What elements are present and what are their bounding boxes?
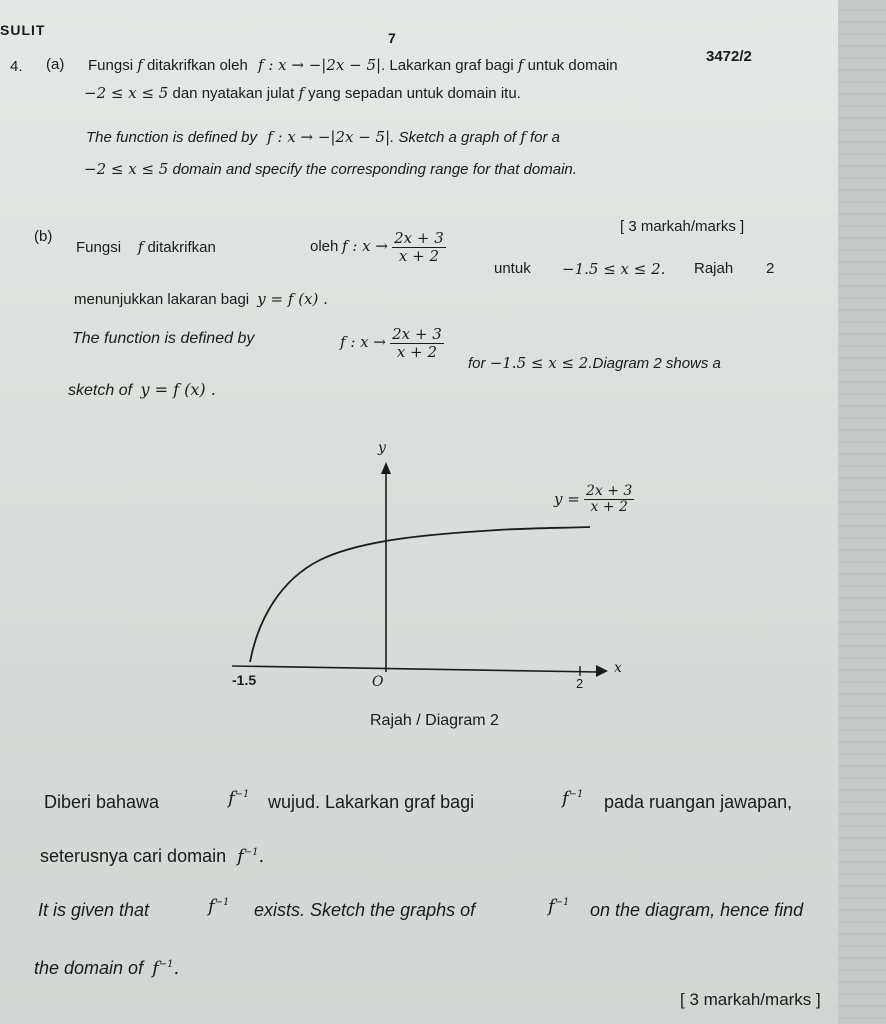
finv-2: $f^{-1}$ <box>562 788 584 809</box>
part-b-english-function: f : x → $\frac{2x + 3}{x + 2}$ <box>340 325 442 361</box>
part-b-english-line1: The function is defined by <box>72 330 255 347</box>
page-number: 7 <box>388 30 396 46</box>
question-number: 4. <box>10 58 23 75</box>
part-a-malay-line1: Fungsi f ditakrifkan oleh f : x → −|2x − 5|. Lakarkan graf bagi f untuk domain <box>88 56 618 74</box>
given-malay-b: wujud. Lakarkan graf bagi <box>268 792 475 812</box>
part-b-malay-line1: Fungsi f ditakrifkan <box>76 238 216 256</box>
curve-f <box>250 527 590 662</box>
sulit-label: SULIT <box>0 22 46 38</box>
given-english-b: exists. Sketch the graphs of <box>254 900 476 920</box>
curve-label: y = $\frac{2x + 3}{x + 2}$ <box>554 483 633 516</box>
part-b-rajah: Rajah <box>694 260 734 277</box>
given-malay-a: Diberi bahawa <box>44 792 160 812</box>
origin-label: O <box>372 674 384 690</box>
paper-code: 3472/2 <box>706 48 752 65</box>
tick-label-2: 2 <box>576 676 584 691</box>
part-b-domain: −1.5 ≤ x ≤ 2. <box>562 260 666 278</box>
finv-4: $f^{-1}$ <box>548 896 570 917</box>
finv-1: $f^{-1}$ <box>228 788 250 809</box>
part-b-label: (b) <box>34 228 53 245</box>
x-axis-label: x <box>614 660 622 676</box>
part-a-marks: [ 3 markah/marks ] <box>620 218 745 235</box>
tick-label-neg1-5: -1.5 <box>232 672 257 688</box>
given-english-c: on the diagram, hence find <box>590 900 804 920</box>
given-malay-c: pada ruangan jawapan, <box>604 792 793 812</box>
part-b-malay-line2: menunjukkan lakaran bagi y = f (x) . <box>74 290 328 308</box>
part-b-function: f : x → $\frac{2x + 3}{x + 2}$ <box>342 229 444 265</box>
x-axis-arrowhead <box>596 665 608 677</box>
part-a-english-line2: −2 ≤ x ≤ 5 domain and specify the corresponding range for that domain. <box>84 160 577 178</box>
part-b-untuk: untuk <box>494 260 531 277</box>
part-b-english-line1-end: for −1.5 ≤ x ≤ 2.Diagram 2 shows a <box>468 354 721 372</box>
finv-3: $f^{-1}$ <box>208 896 230 917</box>
part-a-malay-line2: −2 ≤ x ≤ 5 dan nyatakan julat f yang sepadan untuk domain itu. <box>84 84 521 102</box>
diagram-caption: Rajah / Diagram 2 <box>370 712 499 729</box>
part-b-rajah-number: 2 <box>766 260 775 277</box>
given-english-2: the domain of $f^{-1}$. <box>34 958 180 979</box>
y-axis-arrowhead <box>381 462 391 474</box>
x-axis <box>232 666 598 672</box>
given-english-a: It is given that <box>38 900 150 920</box>
part-a-english-line1: The function is defined by f : x → −|2x − 5|. Sketch a graph of f for a <box>86 128 561 146</box>
part-a-label: (a) <box>46 56 65 73</box>
given-malay-2: seterusnya cari domain $f^{-1}$. <box>40 846 265 867</box>
y-axis-label: y <box>378 440 386 456</box>
part-b-english-line2: sketch of y = f (x) . <box>68 380 216 399</box>
part-b-oleh: oleh <box>310 238 339 255</box>
part-b-marks: [ 3 markah/marks ] <box>680 990 821 1009</box>
